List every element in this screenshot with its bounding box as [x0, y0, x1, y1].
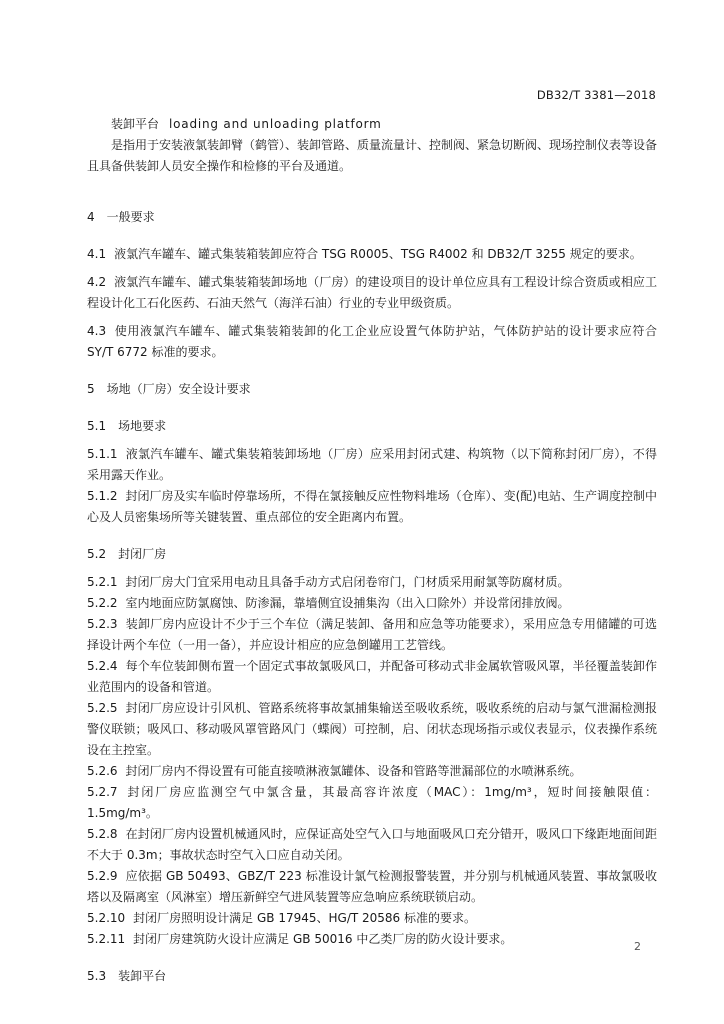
clause-4-3: [87, 321, 657, 363]
clause-number: 5.1.2: [87, 489, 118, 503]
clause-text: 使用液氯汽车罐车、罐式集装箱装卸的化工企业应设置气体防护站，气体防护站的设计要求应符合 SY/T 6772 标准的要求。: [87, 324, 657, 359]
clause-number: 5.1.1: [87, 447, 118, 461]
clause-5-2-4: [87, 656, 657, 698]
clause-number: 5.2.11: [87, 932, 126, 946]
term-title: [87, 114, 657, 135]
clause-text: 封闭厂房及实车临时停靠场所，不得在氯接触反应性物料堆场（仓库）、变(配)电站、生产调度控制中心及人员密集场所等关键装置、重点部位的安全距离内布置。: [87, 489, 657, 524]
clause-number: 4.2: [87, 275, 107, 289]
clause-5-2-11: [87, 929, 657, 950]
clause-text: 封闭厂房大门宜采用电动且具备手动方式启闭卷帘门，门材质采用耐氯等防腐材质。: [125, 575, 570, 589]
clause-number: 5.2.4: [87, 659, 118, 673]
clause-text: 液氯汽车罐车、罐式集装箱装卸应符合 TSG R0005、TSG R4002 和 DB32/T 3255 规定的要求。: [114, 247, 642, 261]
clause-number: 5.2.8: [87, 827, 118, 841]
clause-number: 5.2.7: [87, 785, 118, 799]
clause-text: 装卸厂房内应设计不少于三个车位（满足装卸、备用和应急等功能要求），采用应急专用储罐的可选择设计两个车位（一用一备），并应设计相应的应急倒罐用工艺管线。: [87, 617, 657, 652]
clause-5-1-2: [87, 486, 657, 528]
clause-text: 封闭厂房应设计引风机、管路系统将事故氯捕集输送至吸收系统，吸收系统的启动与氯气泄漏检测报警仪联锁；吸风口、移动吸风罩管路风门（蝶阀）可控制，启、闭状态现场指示或仪表显示，仪表操作系统设在主控室。: [87, 701, 657, 757]
section-5-3-heading: 5.3 装卸平台: [87, 969, 167, 983]
clause-5-2-6: [87, 761, 657, 782]
clause-number: 5.2.1: [87, 575, 118, 589]
term-chinese: 装卸平台: [111, 117, 160, 131]
clause-text: 封闭厂房应监测空气中氯含量，其最高容许浓度（MAC）：1mg/m³，短时间接触限值：1.5mg/m³。: [87, 785, 657, 820]
term-english: loading and unloading platform: [169, 117, 382, 131]
clause-number: 4.1: [87, 247, 107, 261]
clause-text: 液氯汽车罐车、罐式集装箱装卸场地（厂房）应采用封闭式建、构筑物（以下简称封闭厂房），不得采用露天作业。: [87, 447, 657, 482]
clause-4-2: [87, 272, 657, 314]
clause-number: 5.2.10: [87, 911, 126, 925]
clause-number: 5.2.2: [87, 596, 118, 610]
clause-text: 封闭厂房建筑防火设计应满足 GB 50016 中乙类厂房的防火设计要求。: [133, 932, 513, 946]
term-definition: 是指用于安装液氯装卸臂（鹤管）、装卸管路、质量流量计、控制阀、紧急切断阀、现场控制仪表等设备且具备供装卸人员安全操作和检修的平台及通道。: [87, 138, 658, 173]
section-4-heading: 4 一般要求: [87, 210, 155, 224]
clause-number: 5.2.9: [87, 869, 118, 883]
clause-text: 室内地面应防氯腐蚀、防渗漏，靠墙侧宜设捕集沟（出入口除外）并设常闭排放阀。: [125, 596, 570, 610]
section-5-2-heading: 5.2 封闭厂房: [87, 547, 167, 561]
clause-5-2-10: [87, 908, 657, 929]
clause-number: 4.3: [87, 324, 107, 338]
clause-5-2-3: [87, 614, 657, 656]
clause-number: 5.2.6: [87, 764, 118, 778]
clause-5-2-2: [87, 593, 657, 614]
document-body: [87, 114, 657, 987]
page-number: 2: [634, 940, 641, 953]
clause-text: 液氯汽车罐车、罐式集装箱装卸场地（厂房）的建设项目的设计单位应具有工程设计综合资质或相应工程设计化工石化医药、石油天然气（海洋石油）行业的专业甲级资质。: [87, 275, 657, 310]
clause-number: 5.2.5: [87, 701, 118, 715]
clause-5-2-5: [87, 698, 657, 761]
clause-text: 应依据 GB 50493、GBZ/T 223 标准设计氯气检测报警装置，并分别与机械通风装置、事故氯吸收塔以及隔离室（风淋室）增压新鲜空气进风装置等应急响应系统联锁启动。: [87, 869, 657, 904]
clause-5-2-8: [87, 824, 657, 866]
section-5-heading: 5 场地（厂房）安全设计要求: [87, 382, 251, 396]
clause-5-2-7: [87, 782, 657, 824]
clause-5-1-1: [87, 444, 657, 486]
section-5-1-heading: 5.1 场地要求: [87, 419, 167, 433]
clause-number: 5.2.3: [87, 617, 118, 631]
clause-text: 封闭厂房内不得设置有可能直接喷淋液氯罐体、设备和管路等泄漏部位的水喷淋系统。: [125, 764, 582, 778]
clause-text: 在封闭厂房内设置机械通风时，应保证高处空气入口与地面吸风口充分错开，吸风口下缘距地面间距不大于 0.3m；事故状态时空气入口应自动关闭。: [87, 827, 657, 862]
clause-text: 每个车位装卸侧布置一个固定式事故氯吸风口，并配备可移动式非金属软管吸风罩，半径覆盖装卸作业范围内的设备和管道。: [87, 659, 657, 694]
clause-5-2-1: [87, 572, 657, 593]
clause-5-2-9: [87, 866, 657, 908]
clause-4-1: [87, 244, 657, 265]
clause-text: 封闭厂房照明设计满足 GB 17945、HG/T 20586 标准的要求。: [133, 911, 477, 925]
standard-code: DB32/T 3381—2018: [536, 88, 656, 102]
